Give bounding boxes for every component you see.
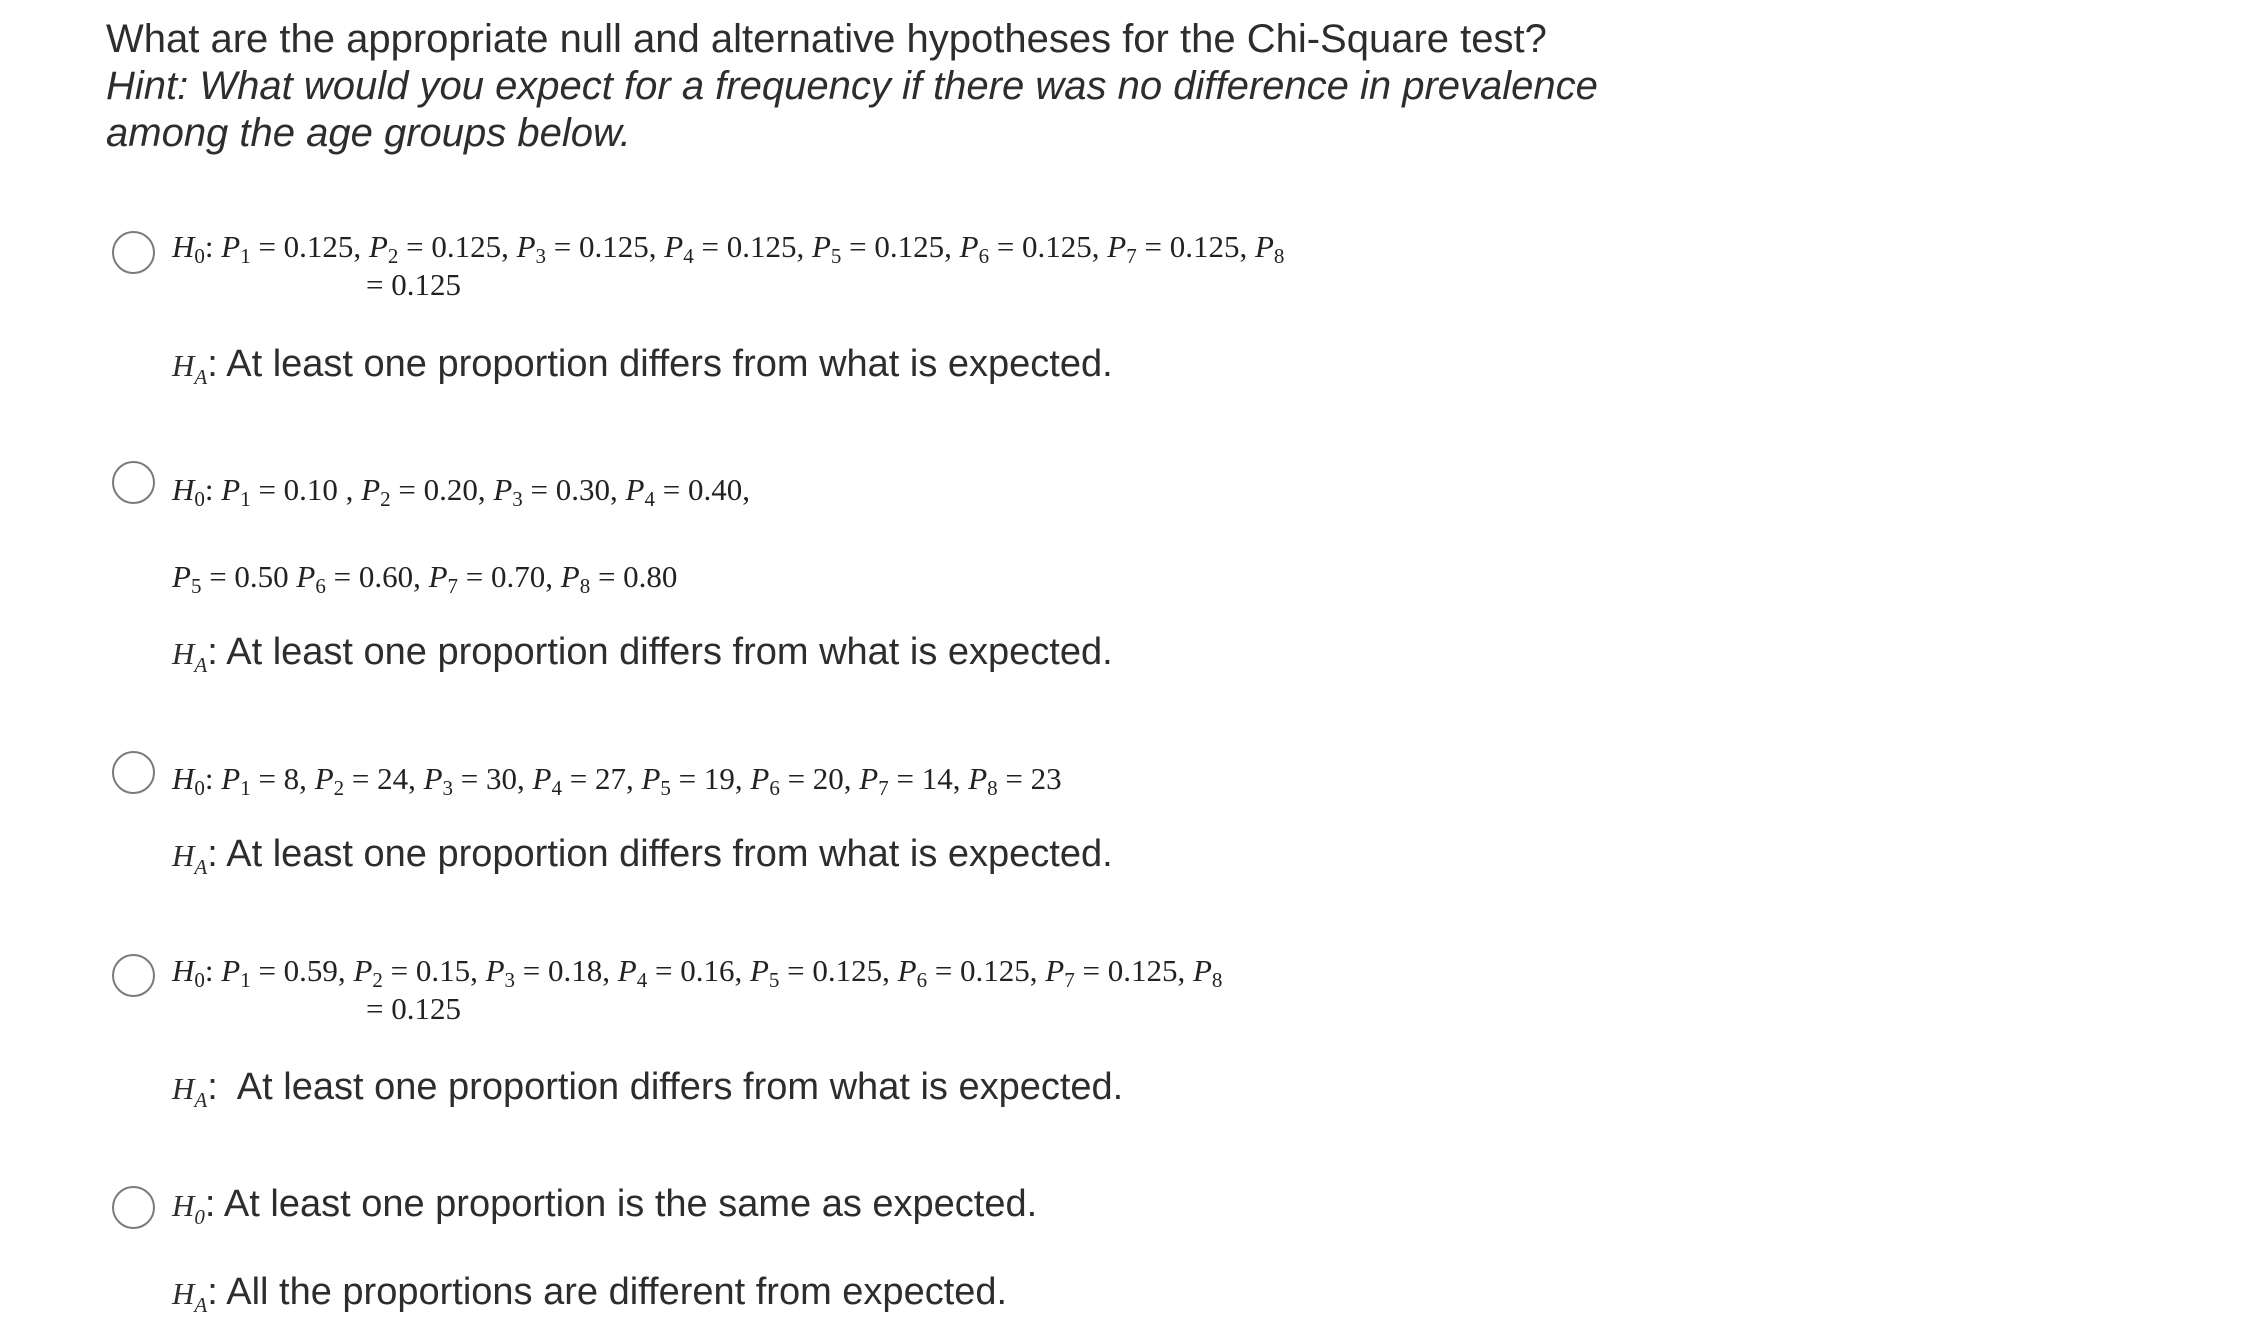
option-1-ha: $H_A$: At least one proportion differs from what is expected. [172,343,1113,389]
ha-symbol: $H_A$ [172,348,208,389]
question-hint: Hint: What would you expect for a frequency if there was no difference in prevalence among the age groups below. [106,64,1598,155]
ha-symbol: $H_A$ [172,838,208,879]
option-4-h0-line2: = 0.125 [366,991,461,1026]
option-3-ha-text: At least one proportion differs from what is expected. [226,833,1113,875]
radio-button-option-2[interactable] [112,461,155,504]
option-4-ha: $H_A$: At least one proportion differs from what is expected. [172,1066,1124,1112]
radio-button-option-1[interactable] [112,231,155,274]
option-5-ha: $H_A$: All the proportions are different from expected. [172,1271,1008,1317]
option-5-ha-text: All the proportions are different from expected. [226,1271,1008,1313]
option-4-h0 [172,952,1222,1028]
option-4-ha-text: At least one proportion differs from what is expected. [236,1066,1124,1108]
option-1-h0 [172,228,1284,304]
option-5-h0: $H_0$: At least one proportion is the same as expected. [172,1183,1038,1229]
option-1-h0-line1: $H_0$: $P_1 = 0.125$, $P_2 = 0.125$, $P_3 = 0.125$, $P_4 = 0.125$, $P_5 = 0.125$, $P_6 = 0.125$, $P_7 = 0.125$, $P_8$ [172,229,1285,268]
option-2-h0-line2: $P_5 = 0.50$ $P_6 = 0.60$, $P_7 = 0.70$, $P_8 = 0.80$ [172,559,678,598]
option-3-h0: $H_0$: $P_1 = 8$, $P_2 = 24$, $P_3 = 30$, $P_4 = 27$, $P_5 = 19$, $P_6 = 20$, $P_7 = 14$, $P_8 = 23$ [172,761,1062,800]
radio-button-option-4[interactable] [112,954,155,997]
radio-button-option-3[interactable] [112,751,155,794]
radio-button-option-5[interactable] [112,1186,155,1229]
ha-symbol: $H_A$ [172,1276,208,1317]
option-2-ha-text: At least one proportion differs from what is expected. [226,631,1113,673]
option-4-h0-line1: $H_0$: $P_1 = 0.59$, $P_2 = 0.15$, $P_3 = 0.18$, $P_4 = 0.16$, $P_5 = 0.125$, $P_6 = 0.125$, $P_7 = 0.125$, $P_8$ [172,953,1223,992]
option-1-ha-text: At least one proportion differs from what is expected. [226,343,1113,385]
option-5-h0-text: At least one proportion is the same as expected. [223,1183,1038,1225]
h0-symbol: $H_0$ [172,1188,205,1229]
option-2-ha: $H_A$: At least one proportion differs from what is expected. [172,631,1113,677]
ha-symbol: $H_A$ [172,636,208,677]
question-prompt: What are the appropriate null and alternative hypotheses for the Chi-Square test? [106,17,1547,61]
ha-symbol: $H_A$ [172,1071,208,1112]
question-text [106,16,1706,157]
option-3-ha: $H_A$: At least one proportion differs from what is expected. [172,833,1113,879]
option-2-h0-line1: $H_0$: $P_1 = 0.10$ , $P_2 = 0.20$, $P_3 = 0.30$, $P_4 = 0.40$, [172,472,750,511]
option-1-h0-line2: = 0.125 [366,267,461,302]
